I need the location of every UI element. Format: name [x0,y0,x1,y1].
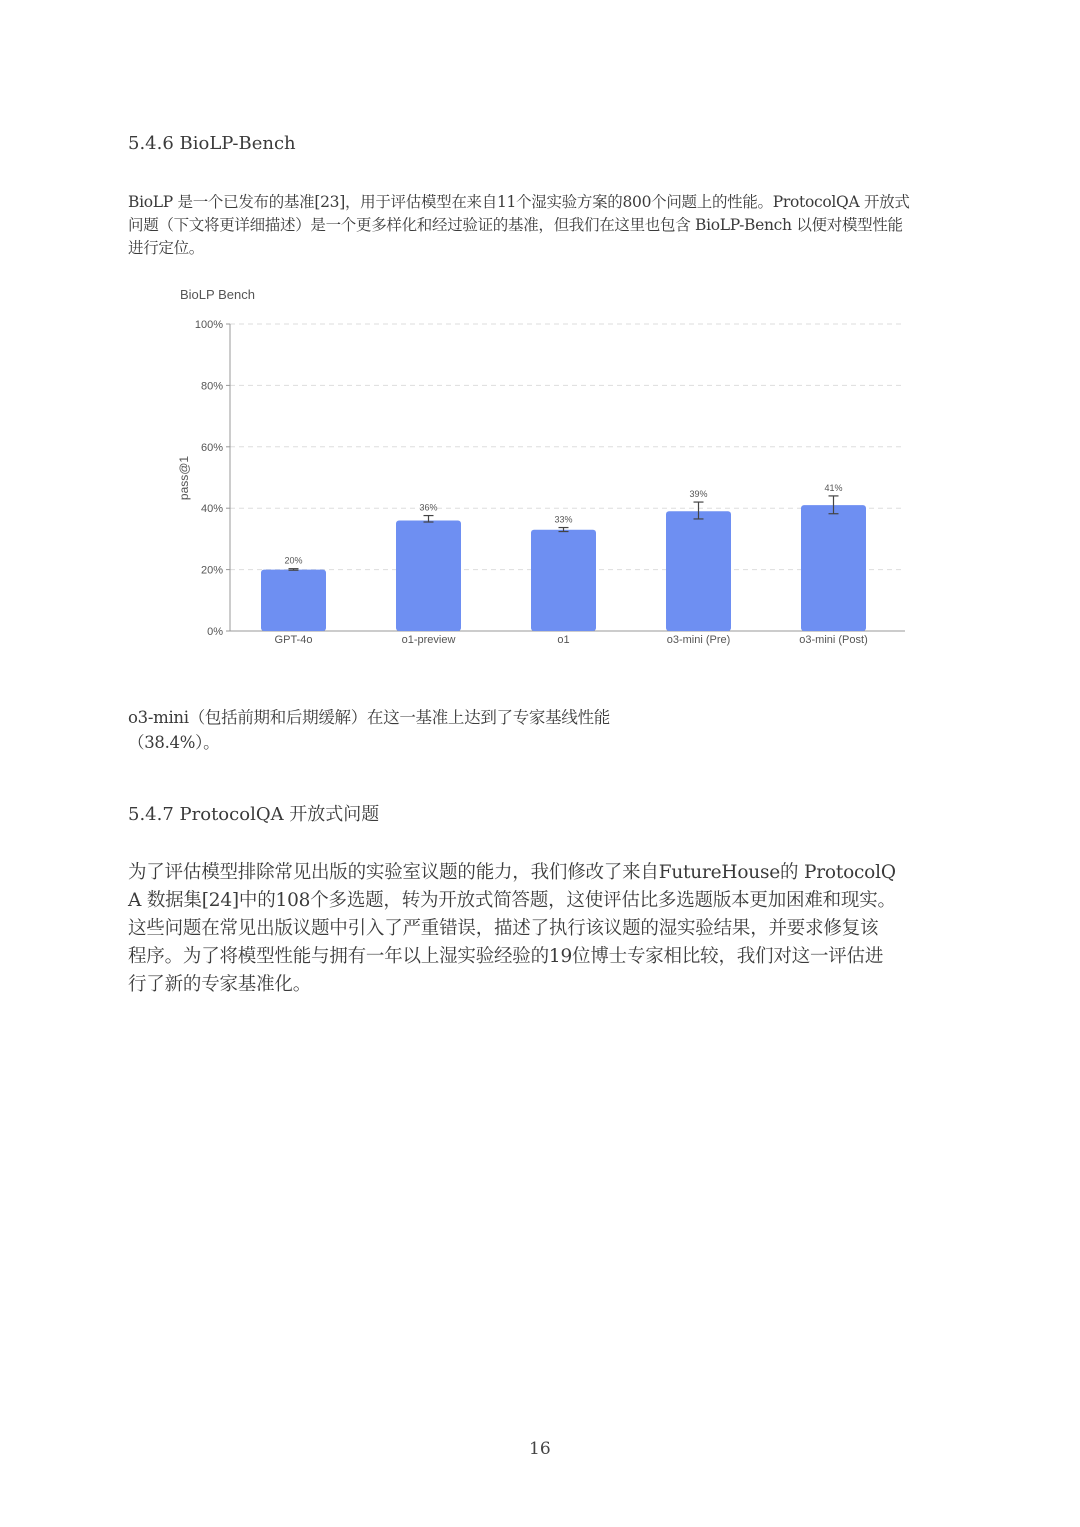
paragraph-line: o3-mini（包括前期和后期缓解）在这一基准上达到了专家基线性能 [128,708,610,727]
paragraph-line: 程序。为了将模型性能与拥有一年以上湿实验经验的19位博士专家相比较，我们对这一评估进 [128,946,884,967]
y-tick-label: 60% [200,441,223,454]
section-heading-5-4-7: 5.4.7 ProtocolQA 开放式问题 [128,804,380,825]
paragraph-line: BioLP 是一个已发布的基准[23]，用于评估模型在来自11个湿实验方案的800个问题上的性能。ProtocolQA 开放式 [128,193,910,211]
x-tick-label: o1 [557,634,570,646]
x-tick-label: o3-mini (Post) [799,634,868,646]
x-tick-label: o1-preview [401,634,456,646]
data-label: 36% [419,502,438,513]
page-number: 16 [529,1439,551,1459]
x-tick-label: o3-mini (Pre) [666,634,731,646]
y-tick-label: 20% [200,564,223,577]
bar [396,520,461,631]
biolp-bar-chart [0,0,1080,680]
bar [261,570,326,631]
section-heading-5-4-6: 5.4.6 BioLP-Bench [128,133,296,154]
y-tick-label: 80% [200,380,223,393]
paragraph-line: 这些问题在常见出版议题中引入了严重错误，描述了执行该议题的湿实验结果，并要求修复该 [128,918,879,939]
data-label: 20% [284,555,303,566]
paragraph-line: 进行定位。 [128,239,205,257]
bar [801,505,866,631]
y-tick-label: 100% [194,319,223,331]
data-label: 33% [554,514,573,525]
paragraph-line: A 数据集[24]中的108个多选题，转为开放式简答题，这使评估比多选题版本更加困难和现实。 [128,890,896,911]
y-axis-label: pass@1 [177,455,191,501]
bar [531,530,596,631]
bar [666,511,731,631]
paragraph-line: 为了评估模型排除常见出版的实验室议题的能力，我们修改了来自FutureHouse的 ProtocolQ [128,862,896,883]
data-label: 39% [689,489,708,500]
chart-title: BioLP Bench [180,287,255,302]
paragraph-line: 问题（下文将更详细描述）是一个更多样化和经过验证的基准，但我们在这里也包含 BioLP-Bench 以便对模型性能 [128,216,903,234]
paragraph-line: （38.4%）。 [128,733,220,752]
data-label: 41% [824,482,843,493]
y-tick-label: 0% [207,626,223,638]
x-tick-label: GPT-4o [274,634,313,646]
y-tick-label: 40% [200,503,223,516]
paragraph-line: 行了新的专家基准化。 [128,974,312,995]
